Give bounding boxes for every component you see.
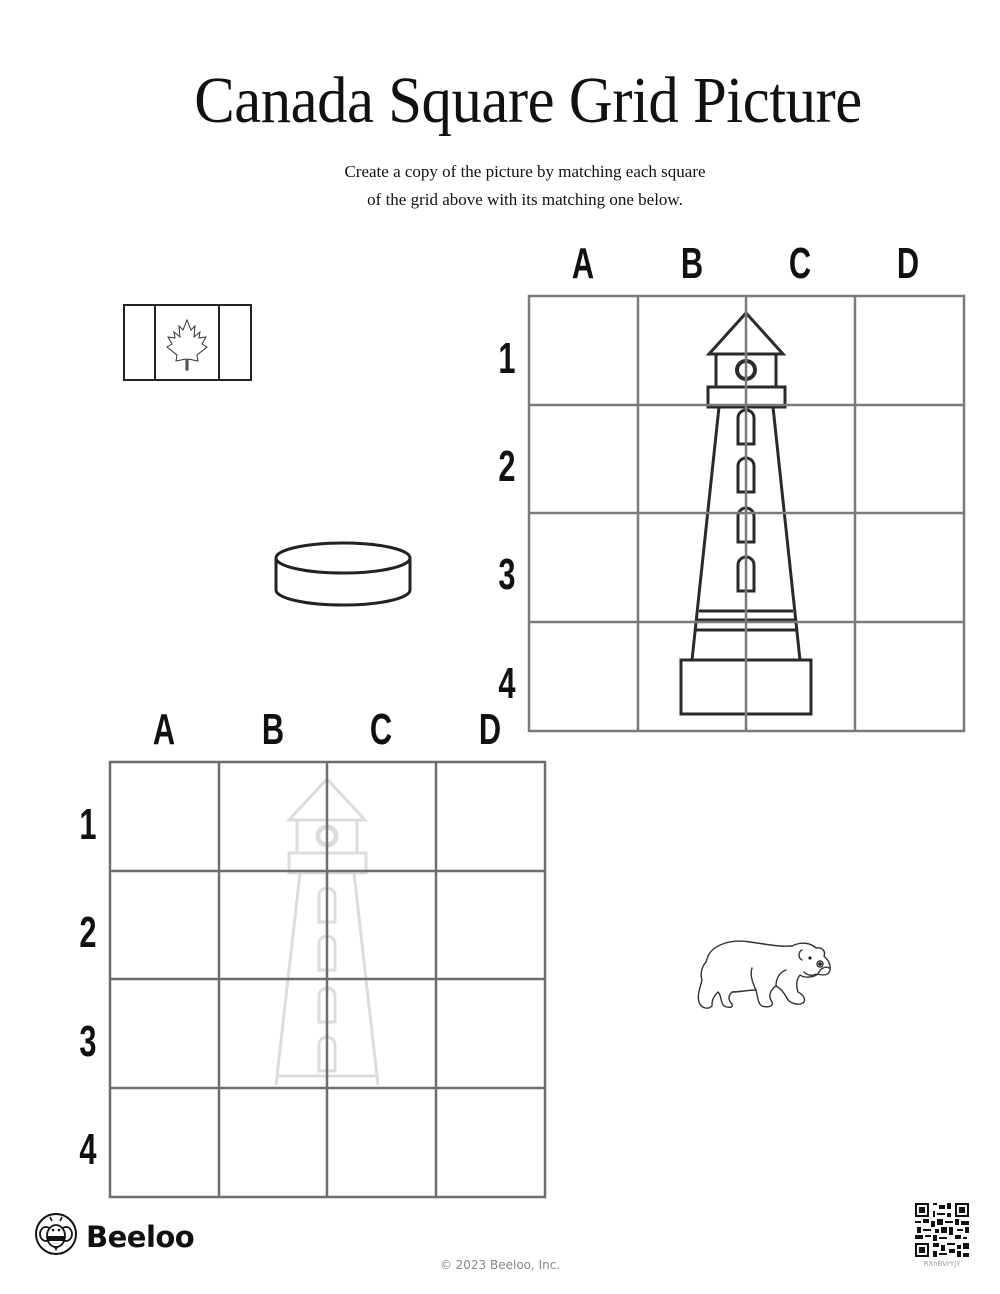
practice-col-label-c: C [369, 705, 393, 754]
instructions [0, 158, 1000, 214]
page-title: Canada Square Grid Picture [194, 64, 862, 137]
instructions-line-2: of the grid above with its matching one below. [367, 190, 683, 209]
ref-row-label-4: 4 [498, 659, 516, 708]
grid-lines [529, 296, 964, 731]
polar-bear-icon [692, 934, 834, 1019]
canada-flag-icon [123, 304, 253, 387]
practice-col-label-d: D [478, 705, 502, 754]
ref-col-label-c: C [788, 239, 812, 288]
copyright: © 2023 Beeloo, Inc. [439, 1258, 561, 1272]
beeloo-brand[interactable] [34, 1212, 194, 1261]
practice-row-label-3: 3 [79, 1017, 97, 1066]
bee-logo-icon [34, 1212, 78, 1261]
qr-code-label: RXnBVrYjY [923, 1260, 961, 1268]
ref-col-label-b: B [680, 239, 704, 288]
ref-col-label-a: A [571, 239, 595, 288]
practice-grid[interactable] [108, 760, 548, 1200]
ref-row-label-1: 1 [498, 334, 516, 383]
practice-col-label-b: B [261, 705, 285, 754]
practice-col-label-a: A [152, 705, 176, 754]
ref-col-label-d: D [896, 239, 920, 288]
ref-row-label-3: 3 [498, 550, 516, 599]
practice-row-label-4: 4 [79, 1125, 97, 1174]
reference-grid [527, 294, 967, 734]
practice-row-label-2: 2 [79, 908, 97, 957]
instructions-line-1: Create a copy of the picture by matching each square [344, 162, 706, 181]
grid-lines [110, 762, 545, 1197]
ref-row-label-2: 2 [498, 442, 516, 491]
brand-name: Beeloo [86, 1219, 195, 1254]
practice-row-label-1: 1 [79, 800, 97, 849]
hockey-puck-icon [272, 538, 414, 615]
qr-code[interactable] [915, 1203, 969, 1262]
